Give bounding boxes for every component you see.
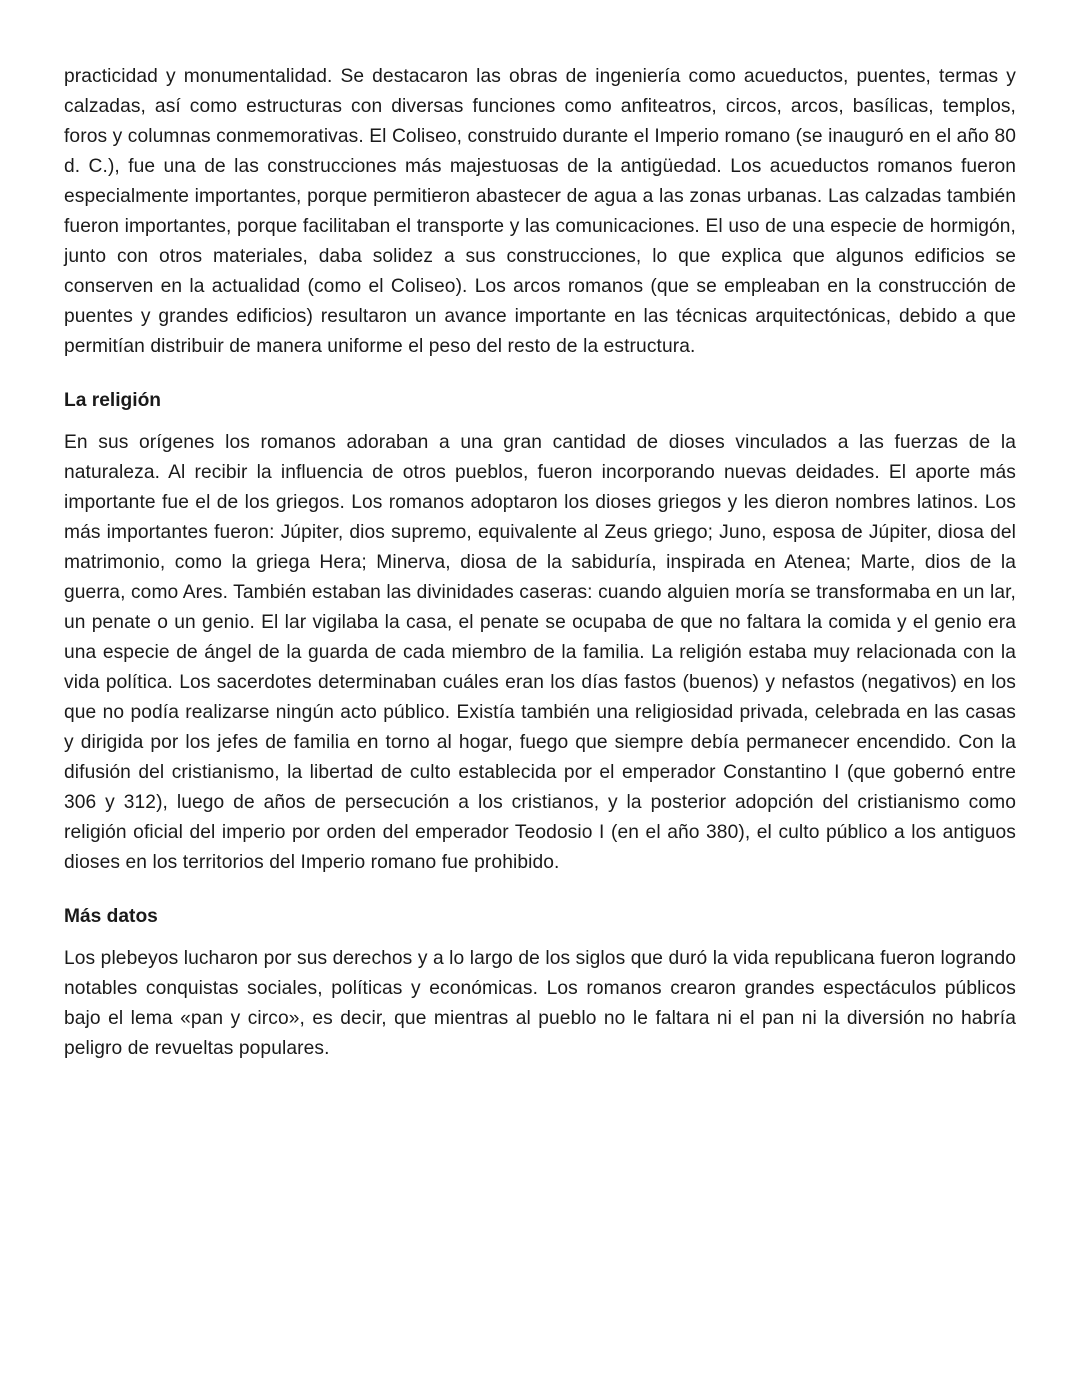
religion-paragraph: En sus orígenes los romanos adoraban a una gran cantidad de dioses vinculados a las fuerzas de la naturaleza. Al recibir la influencia de otros pueblos, fueron incorporando nuevas deidades. El aporte más importante fue el de los griegos. Los romanos adoptaron los dioses griegos y les dieron nombres latinos. Los más importantes fueron: Júpiter, dios supremo, equivalente al Zeus griego; Juno, esposa de Júpiter, diosa del matrimonio, como la griega Hera; Minerva, diosa de la sabiduría, inspirada en Atenea; Marte, dios de la guerra, como Ares. También estaban las divinidades caseras: cuando alguien moría se transformaba en un lar, un penate o un genio. El lar vigilaba la casa, el penate se ocupaba de que no faltara la comida y el genio era una especie de ángel de la guarda de cada miembro de la familia. La religión estaba muy relacionada con la vida política. Los sacerdotes determinaban cuáles eran los días fastos (buenos) y nefastos (negativos) en los que no podía realizarse ningún acto público. Existía también una religiosidad privada, celebrada en las casas y dirigida por los jefes de familia en torno al hogar, fuego que siempre debía permanecer encendido. Con la difusión del cristianismo, la libertad de culto establecida por el emperador Constantino I (que gobernó entre 306 y 312), luego de años de persecución a los cristianos, y la posterior adopción del cristianismo como religión oficial del imperio por orden del emperador Teodosio I (en el año 380), el culto público a los antiguos dioses en los territorios del Imperio romano fue prohibido.	[64, 432, 1016, 873]
more-data-heading: Más datos	[64, 906, 158, 927]
architecture-paragraph: practicidad y monumentalidad. Se destacaron las obras de ingeniería como acueductos, puentes, termas y calzadas, así como estructuras con diversas funciones como anfiteatros, circos, arcos, basílicas, templos, foros y columnas conmemorativas. El Coliseo, construido durante el Imperio romano (se inauguró en el año 80 d. C.), fue una de las construcciones más majestuosas de la antigüedad. Los acueductos romanos fueron especialmente importantes, porque permitieron abastecer de agua a las zonas urbanas. Las calzadas también fueron importantes, porque facilitaban el transporte y las comunicaciones. El uso de una especie de hormigón, junto con otros materiales, daba solidez a sus construcciones, lo que explica que algunos edificios se conserven en la actualidad (como el Coliseo). Los arcos romanos (que se empleaban en la construcción de puentes y grandes edificios) resultaron un avance importante en las técnicas arquitectónicas, debido a que permitían distribuir de manera uniforme el peso del resto de la estructura.	[64, 66, 1016, 357]
religion-heading: La religión	[64, 390, 162, 411]
document-page	[64, 62, 1016, 1064]
more-data-paragraph: Los plebeyos lucharon por sus derechos y a lo largo de los siglos que duró la vida republicana fueron logrando notables conquistas sociales, políticas y económicas. Los romanos crearon grandes espectáculos públicos bajo el lema «pan y circo», es decir, que mientras al pueblo no le faltara ni el pan ni la diversión no habría peligro de revueltas populares.	[64, 948, 1016, 1059]
